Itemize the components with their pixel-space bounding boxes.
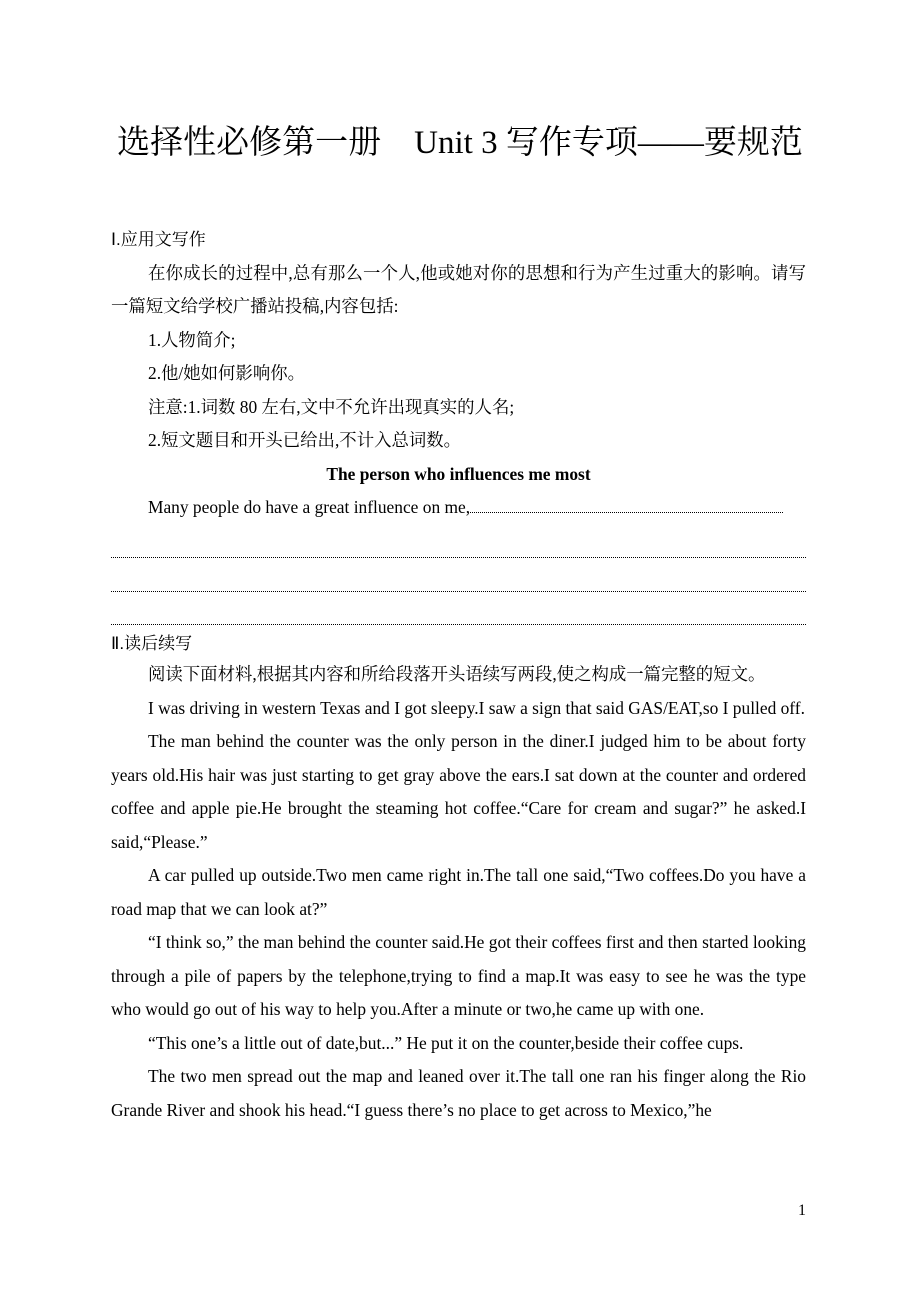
story-paragraph: “I think so,” the man behind the counter said.He got their coffees first and then started looking through a pile of papers by the telephone,trying to find a map.It was easy to see he was the type who would go out of his way to help you.After a minute or two,he came up with one.	[111, 932, 806, 1019]
answer-blank[interactable]	[470, 511, 783, 513]
page-number: 1	[798, 1202, 806, 1219]
story-paragraph: I was driving in western Texas and I got sleepy.I saw a sign that said GAS/EAT,so I pulled off.	[148, 697, 805, 718]
content-item: 2.他/她如何影响你。	[148, 363, 306, 383]
answer-line[interactable]	[111, 592, 806, 626]
essay-title: The person who influences me most	[326, 463, 591, 484]
content-item: 1.人物简介;	[148, 329, 236, 350]
story-paragraph: “This one’s a little out of date,but...” He put it on the counter,beside their coffee cups.	[148, 1032, 744, 1053]
document-title: 选择性必修第一册 Unit 3 写作专项——要规范	[117, 125, 803, 161]
story-paragraph: A car pulled up outside.Two men came right in.The tall one said,“Two coffees.Do you have a road map that we can look at?”	[111, 865, 806, 919]
answer-line[interactable]	[111, 558, 806, 592]
instruction: 阅读下面材料,根据其内容和所给段落开头语续写两段,使之构成一篇完整的短文。	[148, 664, 766, 684]
story-paragraph: The two men spread out the map and leaned over it.The tall one ran his finger along the Rio Grande River and shook his head.“I guess there’s no place to get across to Mexico,”he	[111, 1066, 806, 1120]
essay-start-text: Many people do have a great influence on me,	[148, 497, 471, 517]
note: 2.短文题目和开头已给出,不计入总词数。	[148, 430, 462, 450]
prompt: 在你成长的过程中,总有那么一个人,他或她对你的思想和行为产生过重大的影响。请写一篇短文给学校广播站投稿,内容包括:	[111, 262, 806, 316]
essay-start	[111, 491, 806, 525]
note: 注意:1.词数 80 左右,文中不允许出现真实的人名;	[148, 396, 515, 417]
story-paragraph: The man behind the counter was the only person in the diner.I judged him to be about forty years old.His hair was just starting to get gray above the ears.I sat down at the counter and ordered coffee and apple pie.He brought the steaming hot coffee.“Care for cream and sugar?” he asked.I said,“Please.”	[111, 731, 806, 852]
answer-line[interactable]	[111, 525, 806, 559]
section-heading-1: Ⅰ.应用文写作	[111, 230, 206, 249]
document-body	[111, 223, 806, 1127]
section-heading-2: Ⅱ.读后续写	[111, 634, 193, 653]
